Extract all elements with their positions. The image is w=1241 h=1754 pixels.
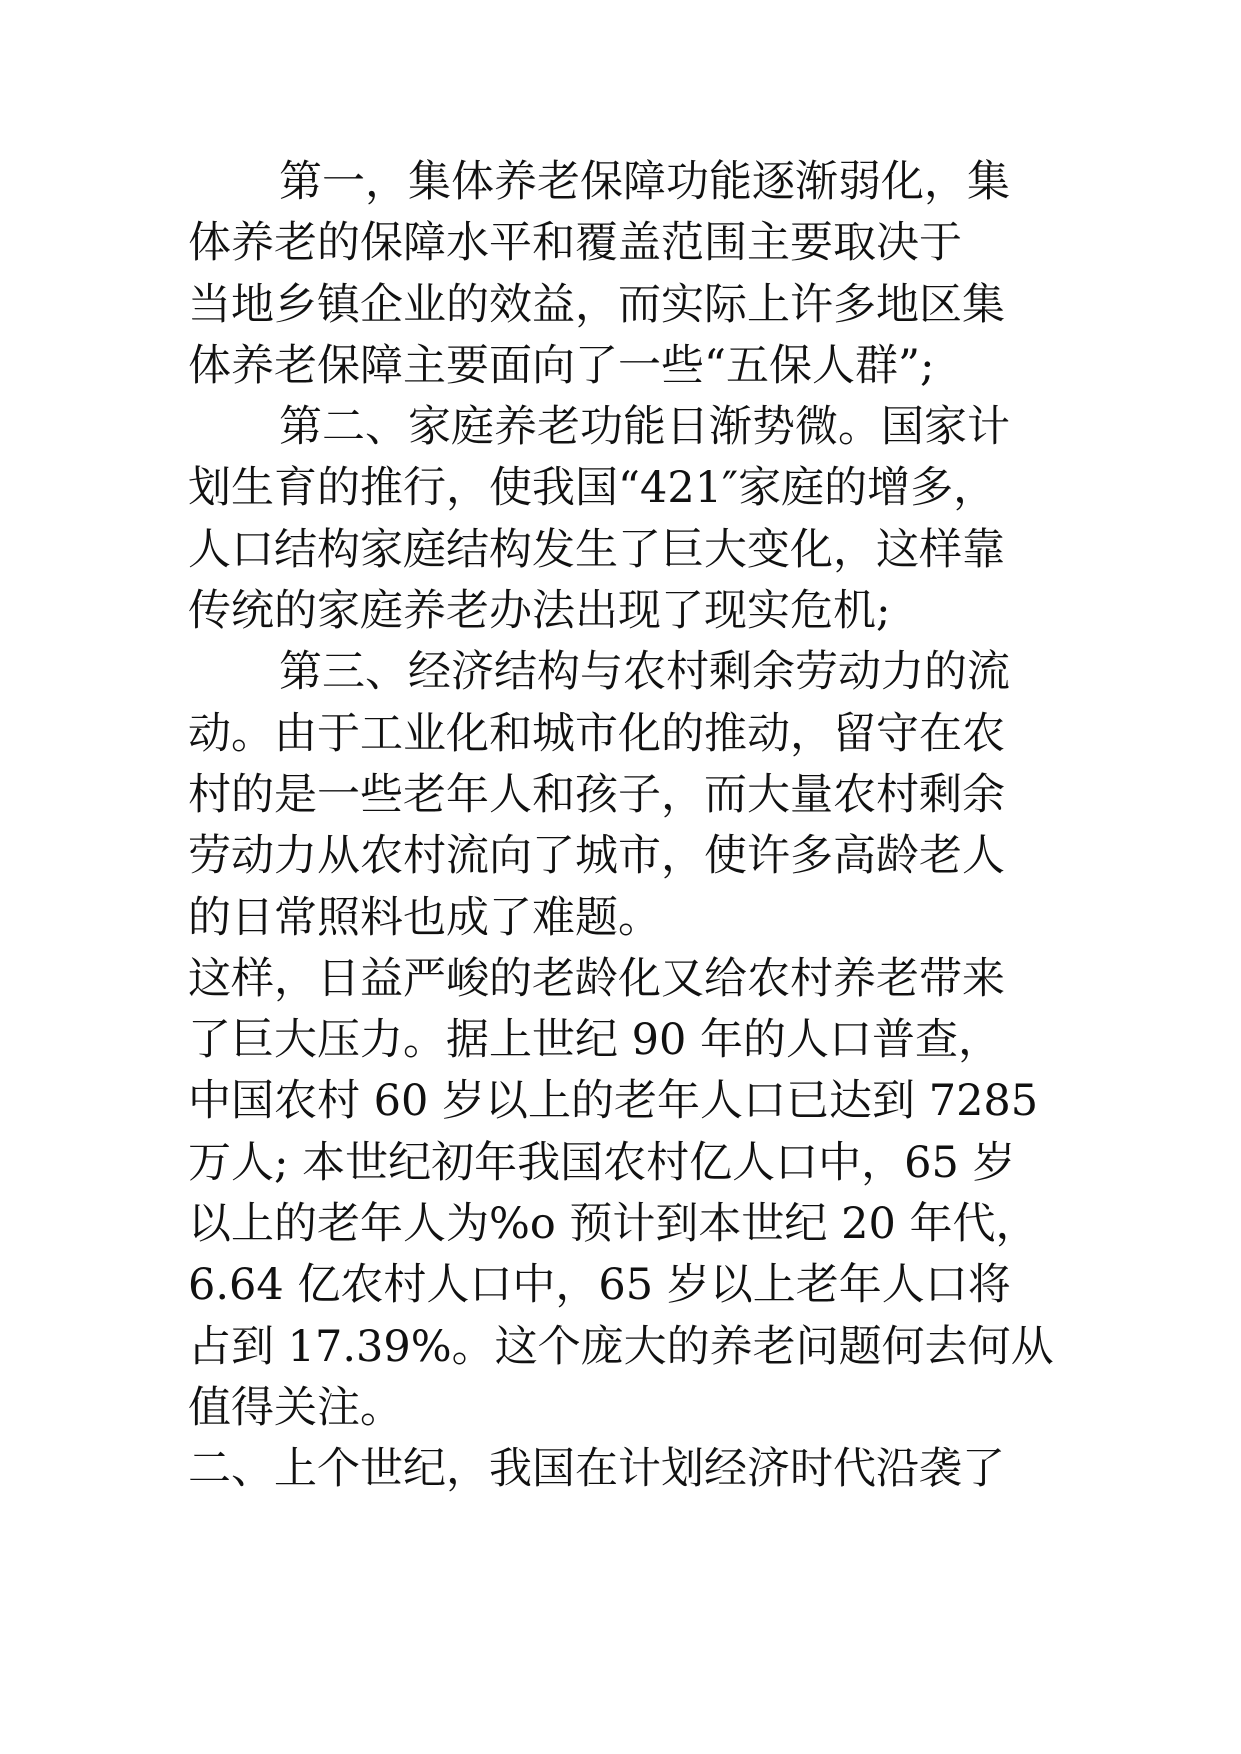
paragraph-2-line-4: 传统的家庭养老办法出现了现实危机; [188,586,891,637]
paragraph-3-line-5: 的日常照料也成了难题。 [188,892,661,943]
section-2-heading-line: 二、上个世纪，我国在计划经济时代沿袭了 [188,1444,1005,1495]
paragraph-4-line-4: 万人; 本世纪初年我国农村亿人口中，65 岁 [188,1137,1016,1188]
paragraph-2-line-2: 划生育的推行，使我国“421″家庭的增多， [188,463,997,514]
paragraph-4-line-2: 了巨大压力。据上世纪 90 年的人口普查， [188,1015,1002,1066]
body-text [188,152,1068,1501]
paragraph-1-line-4: 体养老保障主要面向了一些“五保人群”; [188,340,935,391]
paragraph-3-line-1: 第三、经济结构与农村剩余劳动力的流 [279,647,1010,698]
paragraph-1-line-1: 第一，集体养老保障功能逐渐弱化，集 [279,157,1010,207]
paragraph-1-line-2: 体养老的保障水平和覆盖范围主要取决于 [188,218,962,269]
paragraph-4-line-6: 6.64 亿农村人口中，65 岁以上老年人口将 [188,1260,1011,1311]
paragraph-2-line-1: 第二、家庭养老功能日渐势微。国家计 [279,402,1010,453]
paragraph-4-line-5: 以上的老年人为%o 预计到本世纪 20 年代， [188,1199,1039,1250]
paragraph-4-line-7: 占到 17.39%。这个庞大的养老问题何去何从 [188,1321,1054,1372]
paragraph-4-line-3: 中国农村 60 岁以上的老年人口已达到 7285 [188,1076,1039,1127]
paragraph-4-line-1: 这样，日益严峻的老龄化又给农村养老带来 [188,953,1005,1004]
paragraph-3-line-2: 动。由于工业化和城市化的推动，留守在农 [188,708,1005,759]
paragraph-2-line-3: 人口结构家庭结构发生了巨大变化，这样靠 [188,524,1005,575]
paragraph-4-line-8: 值得关注。 [188,1382,403,1433]
paragraph-1-line-3: 当地乡镇企业的效益，而实际上许多地区集 [188,279,1005,330]
paragraph-3-line-4: 劳动力从农村流向了城市，使许多高龄老人 [188,831,1005,882]
paragraph-3-line-3: 村的是一些老年人和孩子，而大量农村剩余 [188,769,1005,820]
